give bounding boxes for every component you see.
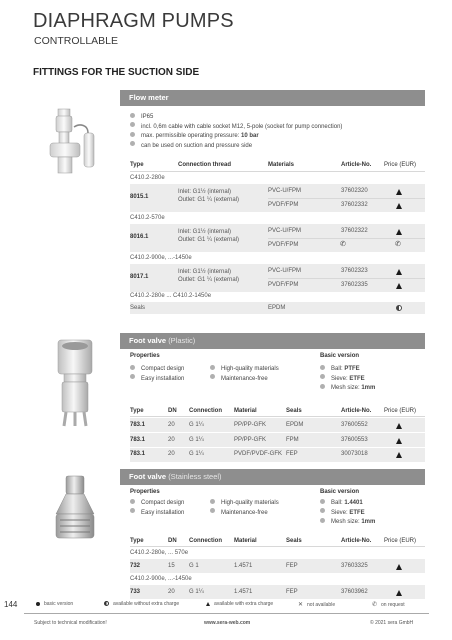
plastic-foot-valve-image: [50, 338, 100, 430]
triangle-icon: [206, 602, 210, 606]
basic-version-list: [320, 499, 375, 528]
page-number: 144: [4, 600, 18, 609]
type-cell: 783.1: [130, 451, 146, 457]
basic-item: Sieve: ETFE: [320, 509, 375, 519]
basic-version-icon: [396, 269, 402, 275]
basic-version-icon: [396, 229, 402, 235]
flow-meter-image: [40, 105, 110, 177]
property-item: Compact design: [130, 499, 184, 509]
property-item: Compact design: [130, 365, 184, 375]
basic-version-list: [320, 365, 375, 394]
article-cell: 37602323: [341, 268, 368, 274]
col-price: Price (EUR): [384, 538, 417, 544]
article-cell: 37600552: [341, 422, 368, 428]
col-article: Article-No.: [341, 408, 372, 414]
seals-cell: FEP: [286, 563, 298, 569]
model-range: C410.2-900e, ...-1450e: [130, 576, 192, 582]
seals-cell: FEP: [286, 451, 298, 457]
material-cell: PVDF/PVDF-GFK: [234, 451, 283, 457]
type-cell: 8015.1: [130, 194, 149, 200]
foot-valve-plastic-band: Foot valve (Plastic): [120, 333, 425, 349]
article-cell: 37603962: [341, 589, 368, 595]
feature-item: max. permissible operating pressure: 10 bar: [130, 132, 342, 142]
dn-cell: 20: [168, 437, 175, 443]
dn-cell: 20: [168, 589, 175, 595]
page-title: DIAPHRAGM PUMPS: [33, 10, 234, 32]
connection-out: Outlet: G1 ¼ (external): [178, 277, 240, 283]
article-cell: 37600553: [341, 437, 368, 443]
connection-cell: G 1¼: [189, 422, 204, 428]
article-cell: 37603325: [341, 563, 368, 569]
model-range: C410.2-280e, ... 570e: [130, 550, 189, 556]
section-title: FITTINGS FOR THE SUCTION SIDE: [33, 67, 200, 78]
basic-item: Mesh size: 1mm: [320, 518, 375, 528]
foot-valve-steel-band: Foot valve (Stainless steel): [120, 469, 425, 485]
footer-note: Subject to technical modification!: [34, 620, 107, 626]
connection-out: Outlet: G1 ¼ (external): [178, 197, 240, 203]
type-cell: 732: [130, 563, 141, 569]
col-price: Price (EUR): [384, 162, 417, 168]
phone-icon: ✆: [372, 602, 378, 608]
connection-cell: G 1¼: [189, 437, 204, 443]
model-range: C410.2-570e: [130, 215, 165, 221]
footer-divider: [24, 613, 429, 614]
footer-website[interactable]: www.sera-web.com: [204, 620, 251, 626]
model-range: C410.2-280e: [130, 175, 165, 181]
material-cell: 1.4571: [234, 563, 253, 569]
connection-in: Inlet: G1½ (internal): [178, 229, 232, 235]
col-materials: Materials: [268, 162, 295, 168]
extra-charge-free-icon: [396, 305, 402, 311]
col-type: Type: [130, 538, 144, 544]
properties-col1: [130, 499, 184, 518]
connection-out: Outlet: G1 ¼ (external): [178, 237, 240, 243]
basic-item: Sieve: ETFE: [320, 375, 375, 385]
article-cell: 37602322: [341, 228, 368, 234]
col-dn: DN: [168, 538, 177, 544]
basic-version-icon: [396, 189, 402, 195]
col-connection: Connection: [189, 408, 222, 414]
flow-meter-band: Flow meter: [120, 90, 425, 106]
properties-col1: [130, 365, 184, 384]
seals-cell: FPM: [286, 437, 299, 443]
basic-item: Ball: PTFE: [320, 365, 375, 375]
col-connection: Connection: [189, 538, 222, 544]
basic-version-title: Basic version: [320, 353, 360, 359]
basic-version-icon: [396, 283, 402, 289]
flow-meter-features: [130, 113, 342, 151]
col-connection: Connection thread: [178, 162, 232, 168]
property-item: Easy installation: [130, 375, 184, 385]
on-request-icon: ✆: [395, 241, 401, 248]
col-dn: DN: [168, 408, 177, 414]
on-request-icon: ✆: [340, 241, 346, 248]
model-range: C410.2-900e, ...-1450e: [130, 255, 192, 261]
property-item: Maintenance-free: [210, 509, 279, 519]
basic-version-icon: [396, 590, 402, 596]
col-material: Material: [234, 538, 257, 544]
type-cell: 783.1: [130, 422, 146, 428]
type-cell: 733: [130, 589, 141, 595]
property-item: Maintenance-free: [210, 375, 279, 385]
type-cell: 8016.1: [130, 234, 149, 240]
page-subtitle: CONTROLLABLE: [34, 35, 119, 47]
basic-item: Ball: 1.4401: [320, 499, 375, 509]
col-type: Type: [130, 408, 144, 414]
dn-cell: 20: [168, 451, 175, 457]
legend-not-available: ✕ not available: [298, 601, 336, 608]
basic-version-icon: [396, 423, 402, 429]
basic-version-icon: [396, 564, 402, 570]
connection-in: Inlet: G1½ (internal): [178, 269, 232, 275]
range-note: C410.2-280e ... C410.2-1450e: [130, 293, 212, 299]
col-type: Type: [130, 162, 144, 168]
legend-on-request: ✆ on request: [372, 601, 405, 608]
basic-version-icon: [396, 438, 402, 444]
type-cell: 8017.1: [130, 274, 149, 280]
type-cell: 783.1: [130, 437, 146, 443]
basic-item: Mesh size: 1mm: [320, 384, 375, 394]
cross-icon: ✕: [298, 602, 304, 608]
basic-version-icon: [396, 203, 402, 209]
material-cell: 1.4571: [234, 589, 253, 595]
material-cell: PP/PP-GFK: [234, 422, 267, 428]
properties-col2: [210, 499, 279, 518]
divider: [130, 171, 425, 172]
connection-cell: G 1: [189, 563, 199, 569]
properties-title: Properties: [130, 353, 160, 359]
article-cell: 37602320: [341, 188, 368, 194]
feature-item: incl. 0,6m cable with cable socket M12, 5-pole (socket for pump connection): [130, 123, 342, 133]
material-cell: PVDF/FPM: [268, 242, 299, 248]
property-item: High-quality materials: [210, 365, 279, 375]
connection-cell: G 1¼: [189, 451, 204, 457]
legend-basic: basic version: [36, 601, 73, 607]
material-cell: PVC-U/FPM: [268, 268, 301, 274]
article-cell: 37602332: [341, 202, 368, 208]
dn-cell: 15: [168, 563, 175, 569]
basic-dot-icon: [36, 602, 40, 606]
article-cell: 30073018: [341, 451, 368, 457]
properties-col2: [210, 365, 279, 384]
basic-version-title: Basic version: [320, 489, 360, 495]
seals-material: EPDM: [268, 305, 286, 311]
col-article: Article-No.: [341, 162, 372, 168]
col-seals: Seals: [286, 538, 302, 544]
footer-copyright: © 2021 sera GmbH: [370, 620, 414, 626]
connection-in: Inlet: G1½ (internal): [178, 189, 232, 195]
seals-cell: FEP: [286, 589, 298, 595]
material-cell: PVC-U/FPM: [268, 228, 301, 234]
article-cell: 37602335: [341, 282, 368, 288]
steel-foot-valve-image: [52, 474, 98, 546]
feature-item: can be used on suction and pressure side: [130, 142, 342, 152]
properties-title: Properties: [130, 489, 160, 495]
seals-label: Seals: [130, 305, 146, 311]
material-cell: PP/PP-GFK: [234, 437, 267, 443]
basic-version-icon: [396, 452, 402, 458]
col-seals: Seals: [286, 408, 302, 414]
col-article: Article-No.: [341, 538, 372, 544]
connection-cell: G 1¼: [189, 589, 204, 595]
legend-with-charge: available with extra charge: [206, 601, 273, 607]
property-item: Easy installation: [130, 509, 184, 519]
legend-without-charge: available without extra charge: [104, 601, 179, 607]
material-cell: PVDF/FPM: [268, 282, 299, 288]
col-material: Material: [234, 408, 257, 414]
seals-cell: EPDM: [286, 422, 304, 428]
material-cell: PVDF/FPM: [268, 202, 299, 208]
property-item: High-quality materials: [210, 499, 279, 509]
material-cell: PVC-U/FPM: [268, 188, 301, 194]
dn-cell: 20: [168, 422, 175, 428]
half-circle-icon: [104, 601, 109, 606]
feature-item: IP65: [130, 113, 342, 123]
col-price: Price (EUR): [384, 408, 417, 414]
